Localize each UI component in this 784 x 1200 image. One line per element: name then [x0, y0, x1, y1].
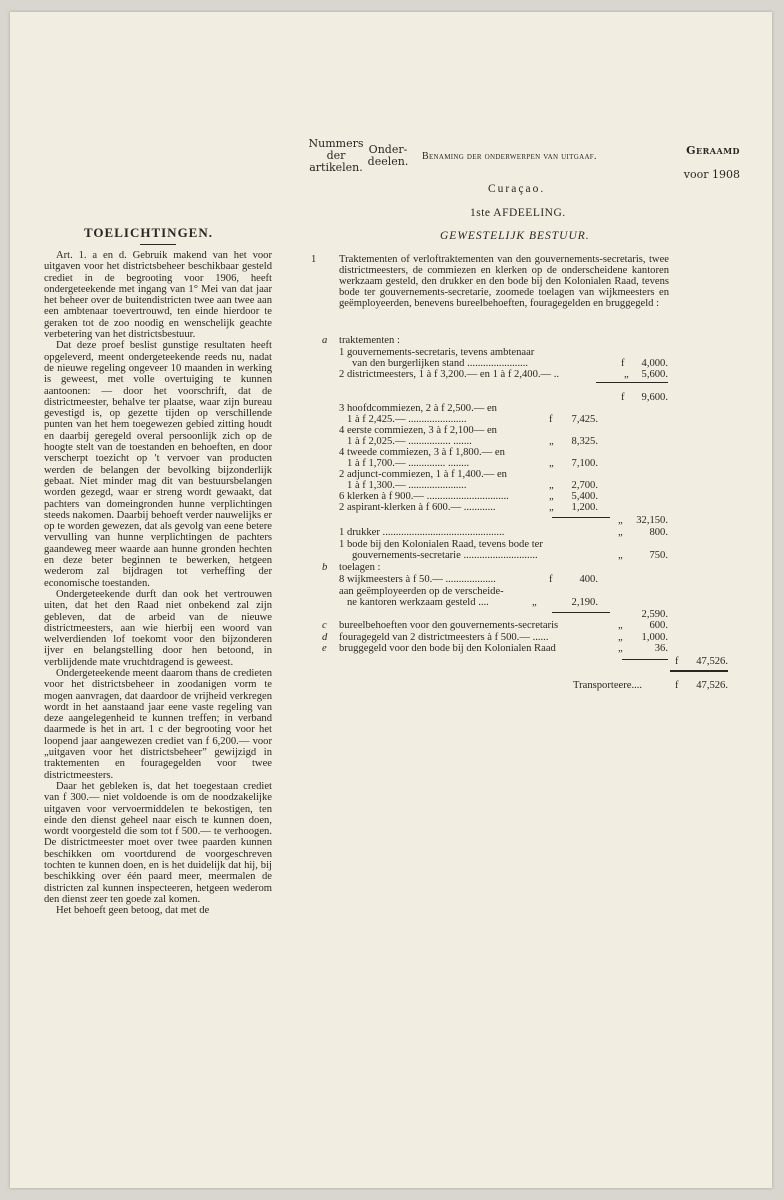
- subtotal-9600: 9,600.: [641, 392, 668, 403]
- title-underline: [140, 244, 176, 245]
- ditto-mark: „: [624, 369, 629, 380]
- geemployeerden-line2: ne kantoren werkzaam gesteld ....: [347, 597, 489, 608]
- ditto-mark: „: [549, 502, 554, 513]
- bureelbehoeften-amount: 600.: [649, 620, 668, 631]
- header-benaming: Benaming der onderwerpen van uitgaaf.: [422, 151, 597, 162]
- secretaris-amount: 4,000.: [641, 358, 668, 369]
- afdeeling-heading: 1ste AFDEELING.: [470, 207, 566, 219]
- wijkmeesters-amount: 400.: [579, 574, 598, 585]
- wijkmeesters-line: 8 wijkmeesters à f 50.— ...................: [339, 574, 496, 585]
- paragraph: Het behoeft geen betoog, dat met de: [56, 905, 210, 917]
- klerken-line: 6 klerken à f 900.— ...............................: [339, 491, 509, 502]
- hoofdcommiezen-line1: 3 hoofdcommiezen, 2 à f 2,500.— en: [339, 403, 497, 414]
- toelagen-rule: [552, 612, 610, 613]
- fouragegeld-line: fouragegeld van 2 districtmeesters à f 500.— ......: [339, 632, 549, 643]
- ditto-mark: „: [549, 480, 554, 491]
- ditto-mark: „: [549, 491, 554, 502]
- paragraph: Ondergeteekende meent daarom thans de credieten voor het districtsbeheer in zoodanigen vorm te mogen aanvragen, dat daardoor de vrijheid verkregen wordt in het aanstaand jaar eene vaste regeling van deze aangelegenheid te kunnen treffen; in verband daarmede is het in art. 1 c der begrooting voor het loopend jaar aangewezen crediet van f 6,200.— voor „uitgaven voor het districtsbeheer” gewijzigd in traktementen en fouragegelden voor twee districtmeesters.: [44, 667, 272, 781]
- article-number: 1: [311, 254, 317, 265]
- total-clerks: 32,150.: [636, 515, 668, 526]
- header-onderdeelen: Onder- deelen.: [367, 143, 409, 168]
- clerks-rule: [552, 517, 610, 518]
- subsection-b-letter: b: [322, 562, 328, 573]
- ditto-mark: „: [549, 458, 554, 469]
- tweede-commiezen-line1: 4 tweede commiezen, 3 à f 1,800.— en: [339, 447, 505, 458]
- bode-line1: 1 bode bij den Kolonialen Raad, tevens bode ter: [339, 539, 543, 550]
- eerste-commiezen-amount: 8,325.: [571, 436, 598, 447]
- transport-amount: 47,526.: [696, 680, 728, 691]
- secretaris-line2: van den burgerlijken stand .......................: [352, 358, 529, 369]
- ditto-mark: „: [618, 550, 623, 561]
- eerste-commiezen-line2: 1 à f 2,025.— ................ .......: [347, 436, 472, 447]
- currency-sign: f: [549, 574, 553, 585]
- section-title: GEWESTELIJK BESTUUR.: [440, 230, 590, 242]
- toelichtingen-body: [44, 250, 272, 917]
- subsection-d-letter: d: [322, 632, 328, 643]
- geemployeerden-line1: aan geëmployeerden op de verscheide-: [339, 586, 504, 597]
- adjunct-commiezen-line1: 2 adjunct-commiezen, 1 à f 1,400.— en: [339, 469, 507, 480]
- tweede-commiezen-amount: 7,100.: [571, 458, 598, 469]
- ditto-mark: „: [532, 597, 537, 608]
- fouragegeld-amount: 1,000.: [641, 632, 668, 643]
- bureelbehoeften-line: bureelbehoeften voor den gouvernements-secretaris: [339, 620, 559, 631]
- subsection-e-letter: e: [322, 643, 327, 654]
- currency-sign: f: [621, 392, 625, 403]
- place-heading: Curaçao.: [488, 183, 546, 195]
- ditto-mark: „: [618, 632, 623, 643]
- subsection-a-letter: a: [322, 335, 328, 346]
- eerste-commiezen-line1: 4 eerste commiezen, 3 à f 2,100— en: [339, 425, 497, 436]
- paragraph: Ondergeteekende durft dan ook het vertrouwen uiten, dat het den Raad niet onbekend zal zijn gebleven, dat de arbeid van de nieuwe districtmeesters, aan wie hierbij een woord van welverdienden lof toekomt voor den bijzonderen ijver en belangstelling door hen betoond, in verblijdende mate vruchtdragend is geweest.: [44, 588, 272, 668]
- ditto-mark: „: [618, 527, 623, 538]
- subsection-a-label: traktementen :: [339, 335, 400, 346]
- subtotal-rule: [596, 382, 668, 383]
- secretaris-line1: 1 gouvernements-secretaris, tevens ambtenaar: [339, 347, 535, 358]
- currency-sign: f: [621, 358, 625, 369]
- paragraph: Dat deze proef beslist gunstige resultaten heeft opgeleverd, meent ondergeteekende reeds nu, nadat de nieuwe regeling ongeveer 10 maanden in werking is geweest, met volle overtuiging te kunnen aantoonen: — door het voorschrift, dat de districtmeester, behalve ter plaatse, waar zijn bureau gevestigd is, op gezette tijden op verschillende punten van het hem toegewezen gebied zitting houdt en daarbij geregeld overal persoonlijk zich op de hoogte stelt van de toestanden en behoeften, en door verscherpt toezicht op 't vervoer van producten werden de belangen der bevolking bijzonderlijk gebaat. Niet minder mag dit van bestuursbelangen worden gezegd, waar er streng wordt gewaakt, dat pachters van domeingronden hunne verplichtingen steeds nakomen. Daarbij behoeft verder nauwelijks er op te worden gewezen, dat als gevolg van eene betere vervulling van hunne verplichtingen de pachters gaandeweg meer waarde aan hunne gronden hechten en deze beter beginnen te bewerken, hetgeen wederom zal bijdragen tot verheffing der economische toestanden.: [44, 340, 272, 589]
- ditto-mark: „: [618, 620, 623, 631]
- adjunct-commiezen-amount: 2,700.: [571, 480, 598, 491]
- drukker-line: 1 drukker ..............................................: [339, 527, 505, 538]
- header-geraamd: Geraamd voor 1908: [683, 144, 740, 181]
- adjunct-commiezen-line2: 1 à f 1,300.— ......................: [347, 480, 467, 491]
- currency-sign: f: [675, 680, 679, 691]
- subsection-b-label: toelagen :: [339, 562, 381, 573]
- bruggegeld-amount: 36.: [654, 643, 668, 654]
- aspirant-klerken-amount: 1,200.: [571, 502, 598, 513]
- toelichtingen-title: TOELICHTINGEN.: [84, 225, 213, 240]
- subsection-c-letter: c: [322, 620, 327, 631]
- currency-sign: f: [675, 656, 679, 667]
- bode-line2: gouvernements-secretarie ............................: [352, 550, 538, 561]
- paragraph: Daar het gebleken is, dat het toegestaan crediet van f 300.— niet voldoende is om de noodzakelijke uitgaven voor vervoermiddelen te bekostigen, ten einde den dienst geheel naar eisch te kunnen doen, wordt voorgesteld die som tot f 500.— te verhoogen. De districtmeester moet over twee paarden kunnen beschikken om voortdurend de voorgeschreven tochten te kunnen doen, en is het duidelijk dat hij, bij beschikking over één paard meer, meermalen de districten zal kunnen inspecteeren, hetgeen wederom den dienst zeer ten goede zal komen.: [44, 780, 272, 905]
- ditto-mark: „: [549, 436, 554, 447]
- paragraph: Art. 1. a en d. Gebruik makend van het voor uitgaven voor het districtsbeheer beschikbaar gesteld crediet in de begrooting voor 1906, heeft ondergeteekende met ingang van 1° Mei van dat jaar het beheer over de buitendistricten twee aan twee aan een ambtenaar toevertrouwd, ten einde hierdoor te geraken tot de zoo noodig en wenschelijk geachte verbetering van het districtsbestuur.: [44, 250, 272, 341]
- article-description: Traktementen of verloftraktementen van den gouvernements-secretaris, twee districtmeesters, de commiezen en klerken op de onderscheidene kantoren werkzaam gesteld, den drukker en den bode bij den Kolonialen Raad, tevens bode ter gouvernements-secretarie, zoomede toelagen van wijkmeesters en geëmployeerden, benevens bureelbehoeften, fouragegelden en bruggegeld :: [339, 254, 669, 309]
- ditto-mark: „: [618, 643, 623, 654]
- hoofdcommiezen-line2: 1 à f 2,425.— ......................: [347, 414, 467, 425]
- article-total: 47,526.: [696, 656, 728, 667]
- geemployeerden-amount: 2,190.: [571, 597, 598, 608]
- aspirant-klerken-line: 2 aspirant-klerken à f 600.— ............: [339, 502, 496, 513]
- klerken-amount: 5,400.: [571, 491, 598, 502]
- currency-sign: f: [549, 414, 553, 425]
- transport-label: Transporteere....: [573, 680, 643, 691]
- transport-rule: [670, 670, 728, 672]
- toelagen-total: 2,590.: [641, 609, 668, 620]
- article-total-rule: [622, 659, 668, 660]
- header-nummers: Nummers der artikelen.: [308, 137, 364, 174]
- districtmeesters-line: 2 districtmeesters, 1 à f 3,200.— en 1 à f 2,400.— ..: [339, 369, 560, 380]
- hoofdcommiezen-amount: 7,425.: [571, 414, 598, 425]
- bode-amount: 750.: [649, 550, 668, 561]
- drukker-amount: 800.: [649, 527, 668, 538]
- districtmeesters-amount: 5,600.: [641, 369, 668, 380]
- bruggegeld-line: bruggegeld voor den bode bij den Kolonialen Raad: [339, 643, 556, 654]
- ditto-mark: „: [618, 515, 623, 526]
- tweede-commiezen-line2: 1 à f 1,700.— .............. ........: [347, 458, 470, 469]
